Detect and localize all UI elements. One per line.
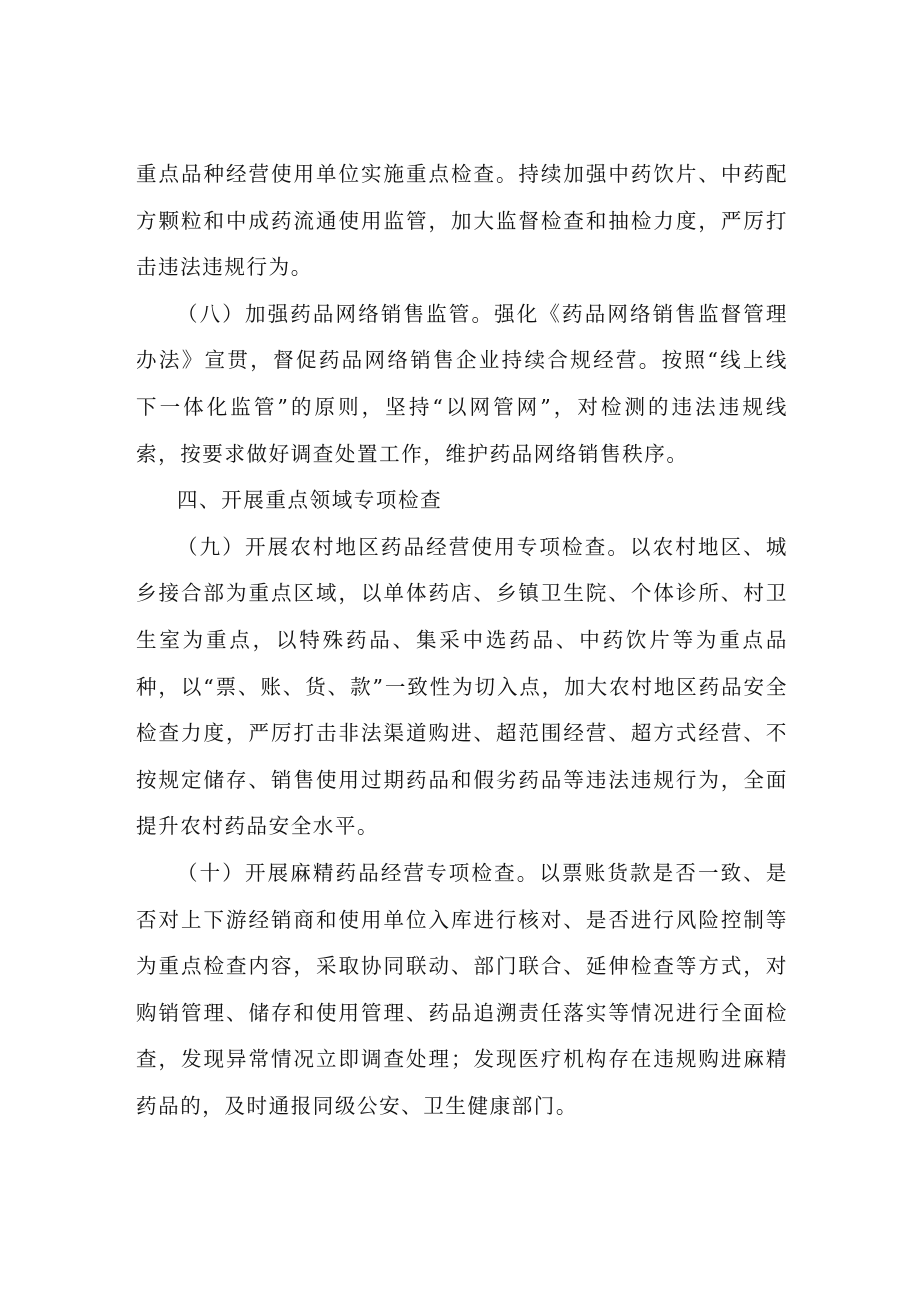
paragraph-section-8: （八）加强药品网络销售监管。强化《药品网络销售监督管理办法》宣贯，督促药品网络销售企业持续合规经营。按照“线上线下一体化监管”的原则，坚持“以网管网”，对检测的违法违规线索，按要求做好调查处置工作，维护药品网络销售秩序。 [136, 301, 788, 466]
paragraph-section-10: （十）开展麻精药品经营专项检查。以票账货款是否一致、是否对上下游经销商和使用单位入库进行核对、是否进行风险控制等为重点检查内容，采取协同联动、部门联合、延伸检查等方式，对购销管理、储存和使用管理、药品追溯责任落实等情况进行全面检查，发现异常情况立即调查处理；发现医疗机构存在违规购进麻精药品的，及时通报同级公安、卫生健康部门。 [136, 860, 788, 1118]
section-heading-4: 四、开展重点领域专项检查 [177, 488, 443, 513]
paragraph-continuation: 重点品种经营使用单位实施重点检查。持续加强中药饮片、中药配方颗粒和中成药流通使用监管，加大监督检查和抽检力度，严厉打击违法违规行为。 [136, 162, 788, 280]
paragraph-section-9: （九）开展农村地区药品经营使用专项检查。以农村地区、城乡接合部为重点区域，以单体药店、乡镇卫生院、个体诊所、村卫生室为重点，以特殊药品、集采中选药品、中药饮片等为重点品种，以“票、账、货、款”一致性为切入点，加大农村地区药品安全检查力度，严厉打击非法渠道购进、超范围经营、超方式经营、不按规定储存、销售使用过期药品和假劣药品等违法违规行为，全面提升农村药品安全水平。 [136, 534, 788, 839]
document-body [136, 151, 788, 1129]
